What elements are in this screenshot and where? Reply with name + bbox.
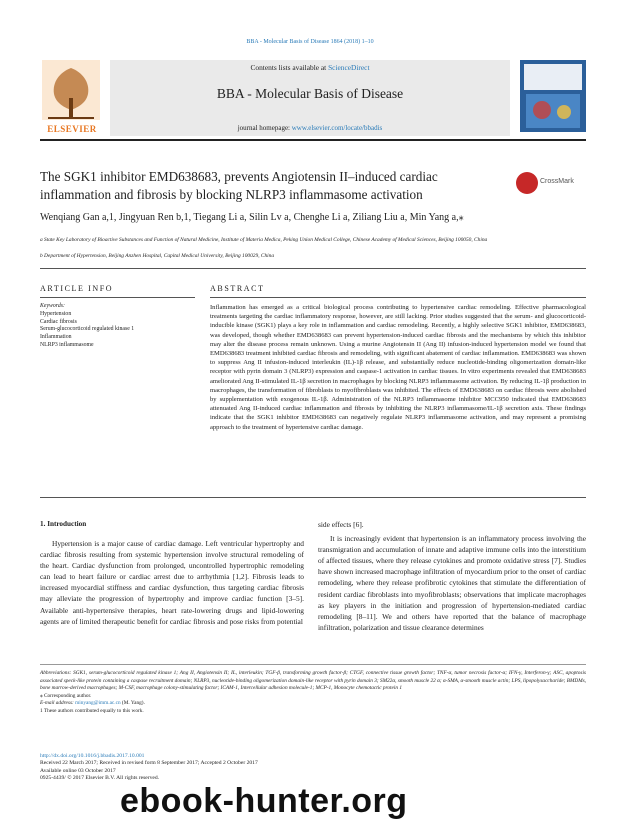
homepage-link[interactable]: www.elsevier.com/locate/bbadis <box>291 124 383 132</box>
email-note <box>40 700 586 708</box>
keyword-item: NLRP3 inflammasome <box>40 341 94 348</box>
crossmark-icon[interactable] <box>516 172 538 194</box>
cover-art-icon <box>520 60 586 132</box>
abstract-rule <box>210 297 586 298</box>
author-list: Wenqiang Gan a,1, Jingyuan Ren b,1, Tiegang Li a, Silin Lv a, Chenghe Li a, Ziliang Liu a, Min Yang a,⁎ <box>40 212 464 223</box>
online-date: Available online 03 October 2017 <box>40 767 116 774</box>
journal-cover-icon <box>520 60 586 132</box>
equal-contribution-note: 1 These authors contributed equally to this work. <box>40 707 144 714</box>
crossmark-label[interactable]: CrossMark <box>540 178 574 185</box>
keyword-item: Cardiac fibrosis <box>40 318 77 325</box>
article-history <box>40 753 340 783</box>
doi-link[interactable]: http://dx.doi.org/10.1016/j.bbadis.2017.10.001 <box>40 753 145 759</box>
footnote-rule <box>40 664 586 665</box>
footnotes <box>40 670 586 716</box>
email-suffix: (M. Yang). <box>120 700 145 707</box>
abstract-body: Inflammation has emerged as a critical biological process contributing to hypertensive cardiac remodeling. Effective pharmacological treatments targeting the cardiac inflammatory response, however, are still lacking. Prior studies suggested that the serum- and glucocorticoid-inducible kinase (SGK1) plays a key role in inflammation and cardiac remodeling. Recently, a highly selective SGK1 inhibitor, EMD638683, was developed, though whether EMD638683 can prevent hypertension-induced cardiac fibrosis and the mechanisms by which this inhibitor may alter the disease process remain unknown. Using a murine Angiotensin II (Ang II) infusion-induced hypertension model we found that EMD638683 treatment inhibited cardiac fibrosis and remodeling, with significant abatement of cardiac inflammation. EMD638683 was shown to suppress Ang II infusion-induced interleukin (IL)-1β release, and substantially reduce nucleotide-binding oligomerization domain-like receptor with pyrin domain 3 (NLRP3) expression and caspase-1 activation in cardiac tissues. In vitro experiments revealed that EMD638683 ameliorated Ang II-stimulated IL-1β secretion in macrophages by blocking NLRP3 inflammasome activation. By reducing IL-1β production in macrophages, the transformation of fibroblasts to myofibroblasts was inhibited. The effects of EMD638683 on cardiac fibrosis were abolished by supplementation with exogenous IL-1β. Administration of the NLRP3 inflammasome inhibitor MCC950 indicated that EMD638683 attenuated Ang II-induced cardiac inflammation and fibrosis by inhibiting the NLRP3 inflammasome/IL-1β secretion axis. These findings indicate that the SGK1 inhibitor EMD638683 can negatively regulate NLRP3 inflammasome activation, and may represent a promising approach to the treatment of hypertensive cardiac damage. <box>210 304 586 431</box>
abstract-heading: ABSTRACT <box>210 284 265 293</box>
intro-paragraph-continued: side effects [6]. <box>318 520 364 529</box>
body-column-right <box>318 519 586 633</box>
journal-title: BBA - Molecular Basis of Disease <box>216 86 404 101</box>
sciencedirect-link[interactable]: ScienceDirect <box>328 63 370 72</box>
article-title: The SGK1 inhibitor EMD638683, prevents Angiotensin II–induced cardiac inflammation and fibrosis by blocking NLRP3 inflammasome activation <box>40 169 438 202</box>
homepage-line <box>110 124 510 132</box>
corresponding-note: ⁎ Corresponding author. <box>40 692 92 699</box>
introduction-heading: 1. Introduction <box>40 520 87 528</box>
elsevier-wordmark: ELSEVIER <box>47 124 97 134</box>
abstract-end-rule <box>40 497 586 498</box>
affiliation-b: b Department of Hypertension, Beijing Anzhen Hospital, Capital Medical University, Beijing 100029, China <box>40 253 275 259</box>
keyword-item: Hypertension <box>40 310 72 317</box>
email-link[interactable]: minyang@imm.ac.cn <box>75 700 121 707</box>
elsevier-tree-logo <box>42 60 100 130</box>
contents-prefix: Contents lists available at <box>250 63 329 72</box>
journal-reference[interactable]: BBA - Molecular Basis of Disease 1864 (2018) 1–10 <box>246 39 374 45</box>
affiliation-a: a State Key Laboratory of Bioactive Substances and Function of Natural Medicine, Institute of Materia Medica, Peking Union Medical College, Chinese Academy of Medical Sciences, Beijing 100050, China <box>40 237 488 243</box>
homepage-prefix: journal homepage: <box>237 124 292 132</box>
email-label: E-mail address: <box>40 700 76 707</box>
keywords-block <box>40 303 200 350</box>
contents-line <box>110 63 510 72</box>
copyright-line: 0925-4439/ © 2017 Elsevier B.V. All rights reserved. <box>40 775 160 782</box>
section-rule <box>40 268 586 269</box>
masthead-rule <box>40 139 586 141</box>
keyword-item: Serum-glucocorticoid regulated kinase 1 <box>40 326 135 333</box>
intro-paragraph: Hypertension is a major cause of cardiac damage. Left ventricular hypertrophy and cardiac fibrosis resulting from systemic hypertension involve structural remodeling of the heart. Cardiac dysfunction from prolonged, uncontrolled hypertrophic remodeling can lead to heart failure or cardiac arrest due to arrhythmia [1,2]. Fibrosis leads to increased myocardial stiffness and cardiac dysfunction, thus targeting cardiac fibrosis may alleviate the progression of hypertrophy and improve cardiac function [3–5]. Available anti-hypertensive therapies, heart rate-lowering drugs and lipid-lowering agents are of limited therapeutic benefit for cardiac fibrosis and pose risks from potential <box>40 539 304 626</box>
body-column-left <box>40 538 304 627</box>
received-dates: Received 22 March 2017; Received in revised form 8 September 2017; Accepted 2 October 2017 <box>40 760 258 767</box>
keywords-label: Keywords: <box>40 303 65 309</box>
watermark: ebook-hunter.org <box>120 782 408 820</box>
intro-paragraph: It is increasingly evident that hypertension is an inflammatory process involving the transmigration and accumulation of innate and adaptive immune cells into the interstitium of affected tissues, where they release cytokines and promote oxidative stress [7]. Studies have shown increased macrophage infiltration of myocardium prior to the onset of cardiac remodeling, where they release profibrotic cytokines that stimulate the differentiation of resident cardiac fibroblasts into myofibroblasts; observations that implicate macrophages as key players in the initiation and progression of hypertension-mediated cardiac remodeling [8–11]. We and others have reported that the balance of macrophage infiltration, polarization and tissue clearance determines <box>318 534 586 632</box>
abbreviations-note: Abbreviations: SGK1, serum-glucocorticoid regulated kinase 1; Ang II, Angiotensin II; IL, interleukin; TGF-β, transforming growth factor-β; CTGF, connective tissue growth factor; TNF-α, tumor necrosis factor-α; IFN-γ, Interferon-γ; ASC, apoptosis associated speck-like protein containing a caspase recruitment domain; NLRP3, nucleotide-binding oligomerization domain-like receptor with pyrin domain 3; SM22α, smooth muscle 22 α; α-SMA, α-smooth muscle actin; LPS, lipopolysaccharide; BMDMs, bone marrow-derived macrophages; M-CSF, macrophage colony-stimulating factor; ICAM-1, Intercellular adhesion molecule-1; MCP-1, Monocyte chemotactic protein 1 <box>40 670 586 692</box>
article-info-heading: ARTICLE INFO <box>40 284 114 293</box>
article-info-rule <box>40 297 195 298</box>
keyword-item: Inflammation <box>40 334 72 341</box>
